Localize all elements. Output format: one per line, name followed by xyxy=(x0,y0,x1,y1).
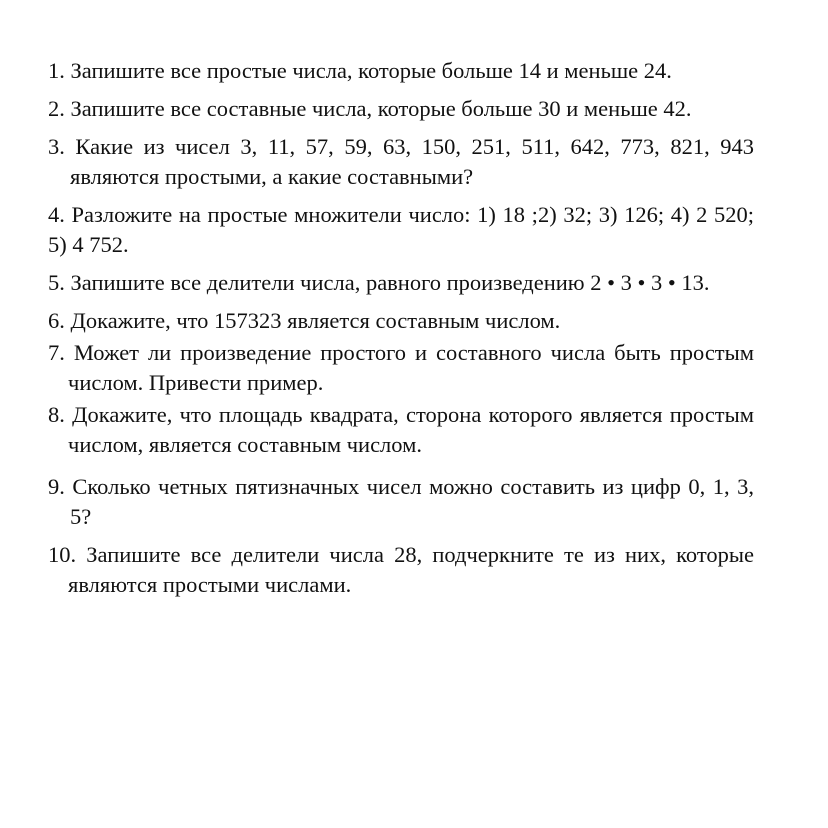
task-9: 9. Сколько четных пятизначных чисел можно составить из цифр 0, 1, 3, 5? xyxy=(48,474,754,529)
task-8: 8. Докажите, что площадь квадрата, сторона которого является простым числом, является составным числом. xyxy=(48,402,754,457)
task-4: 4. Разложите на простые множители число: 1) 18 ;2) 32; 3) 126; 4) 2 520; 5) 4 752. xyxy=(48,202,754,257)
task-5: 5. Запишите все делители числа, равного произведению 2 • 3 • 3 • 13. xyxy=(48,270,710,295)
task-3: 3. Какие из чисел 3, 11, 57, 59, 63, 150, 251, 511, 642, 773, 821, 943 являются простыми, а какие составными? xyxy=(48,134,754,189)
task-7: 7. Может ли произведение простого и составного числа быть простым числом. Привести пример. xyxy=(48,340,754,395)
task-2: 2. Запишите все составные числа, которые больше 30 и меньше 42. xyxy=(48,96,692,121)
task-list xyxy=(48,56,754,600)
task-1: 1. Запишите все простые числа, которые больше 14 и меньше 24. xyxy=(48,58,672,83)
task-6: 6. Докажите, что 157323 является составным числом. xyxy=(48,308,561,333)
task-10: 10. Запишите все делители числа 28, подчеркните те из них, которые являются простыми числами. xyxy=(48,542,754,597)
